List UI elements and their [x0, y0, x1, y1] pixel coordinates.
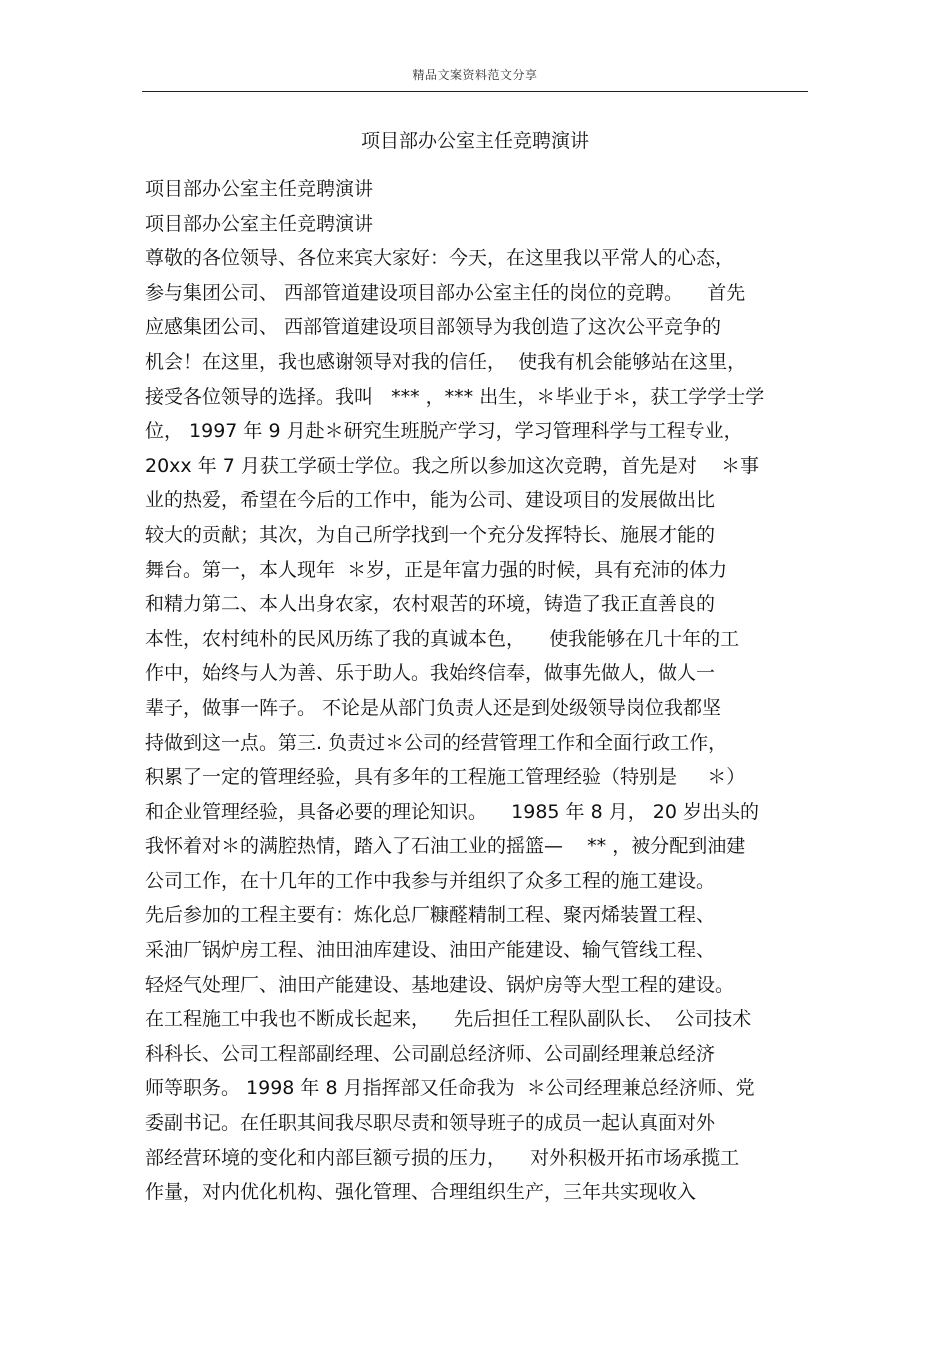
body-text-line: 项目部办公室主任竞聘演讲	[145, 178, 374, 200]
body-text-line: 机会！在这里，我也感谢领导对我的信任， 使我有机会能够站在这里，	[145, 350, 747, 373]
body-text-line: 辈子，做事一阵子。 不论是从部门负责人还是到处级领导岗位我都坚	[145, 696, 722, 719]
body-text-line: 采油厂锅炉房工程、油田油库建设、油田产能建设、输气管线工程、	[145, 939, 716, 962]
body-text-line: 接受各位领导的选择。我叫 *** ，*** 出生，＊毕业于＊，获工学学士学	[145, 385, 765, 408]
body-text-line: 我怀着对＊的满腔热情，踏入了石油工业的摇篮— ** ，被分配到油建	[145, 835, 746, 858]
body-text-line: 参与集团公司、 西部管道建设项目部办公室主任的岗位的竞聘。 首先	[145, 281, 746, 304]
body-text-line: 本性，农村纯朴的民风历练了我的真诚本色， 使我能够在几十年的工	[145, 627, 740, 650]
document-title: 项目部办公室主任竞聘演讲	[360, 130, 589, 152]
body-text-line: 作量，对内优化机构、强化管理、合理组织生产，三年共实现收入	[145, 1181, 697, 1204]
body-text-line: 先后参加的工程主要有：炼化总厂糠醛精制工程、聚丙烯装置工程、	[145, 904, 716, 927]
body-text-line: 积累了一定的管理经验，具有多年的工程施工管理经验（特别是 ＊）	[145, 766, 746, 789]
body-text-line: 委副书记。在任职其间我尽职尽责和领导班子的成员一起认真面对外	[145, 1112, 716, 1135]
body-text-line: 持做到这一点。第三. 负责过＊公司的经营管理工作和全面行政工作，	[145, 731, 728, 754]
body-text-line: 在工程施工中我也不断成长起来， 先后担任工程队副队长、 公司技术	[145, 1008, 752, 1031]
body-text-line: 位， 1997 年 9 月赴＊研究生班脱产学习，学习管理科学与工程专业，	[145, 420, 743, 443]
body-text-line: 和企业管理经验，具备必要的理论知识。 1985 年 8 月， 20 岁出头的	[145, 800, 759, 823]
body-text-line: 科科长、公司工程部副经理、公司副总经济师、公司副经理兼总经济	[145, 1042, 716, 1065]
page-header: 精品文案资料范文分享	[412, 68, 538, 82]
body-text-line: 轻烃气处理厂、油田产能建设、基地建设、锅炉房等大型工程的建设。	[145, 973, 735, 996]
body-text-line: 业的热爱，希望在今后的工作中，能为公司、建设项目的发展做出比	[145, 489, 716, 512]
body-text-line: 和精力第二、本人出身农家，农村艰苦的环境，铸造了我正直善良的	[145, 593, 716, 616]
body-text-line: 项目部办公室主任竞聘演讲	[145, 212, 374, 235]
document-body	[145, 172, 810, 1210]
body-text-line: 尊敬的各位领导、各位来宾大家好：今天，在这里我以平常人的心态，	[145, 247, 735, 270]
body-text-line: 舞台。第一，本人现年 ＊岁，正是年富力强的时候，具有充沛的体力	[145, 558, 728, 581]
body-text-line: 师等职务。 1998 年 8 月指挥部又任命我为 ＊公司经理兼总经济师、党	[145, 1077, 755, 1100]
header-divider	[142, 91, 808, 92]
body-text-line: 部经营环境的变化和内部巨额亏损的压力， 对外积极开拓市场承揽工	[145, 1146, 740, 1169]
body-text-line: 作中，始终与人为善、乐于助人。我始终信奉，做事先做人，做人一	[145, 662, 716, 685]
body-text-line: 公司工作，在十几年的工作中我参与并组织了众多工程的施工建设。	[145, 869, 716, 892]
body-text-line: 较大的贡献；其次，为自己所学找到一个充分发挥特长、施展才能的	[145, 523, 716, 546]
body-text-line: 20xx 年 7 月获工学硕士学位。我之所以参加这次竞聘，首先是对 ＊事	[145, 454, 760, 477]
body-text-line: 应感集团公司、 西部管道建设项目部领导为我创造了这次公平竞争的	[145, 316, 722, 339]
